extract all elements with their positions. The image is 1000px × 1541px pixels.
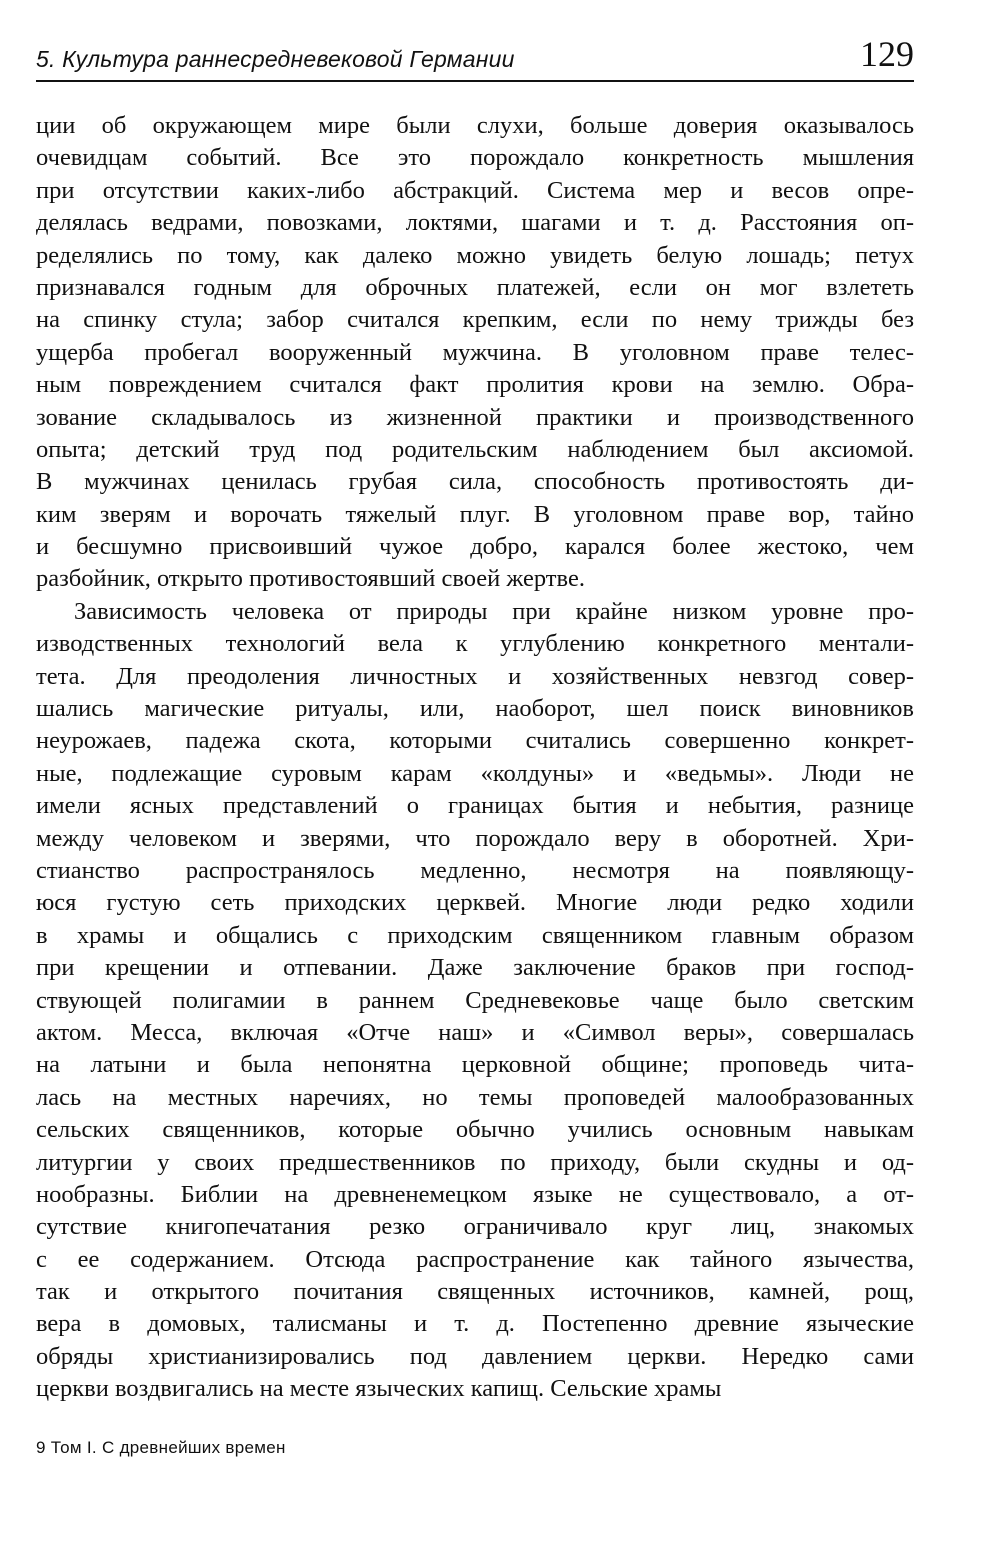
text-line: с ее содержанием. Отсюда распространение как тайного язычества,: [36, 1245, 914, 1273]
running-head: [36, 28, 914, 82]
text-line: между человеком и зверями, что порождало веру в оборотней. Хри-: [36, 824, 914, 852]
text-line: ким зверям и ворочать тяжелый плуг. В уголовном праве вор, тайно: [36, 500, 914, 528]
running-title: 5. Культура раннесредневековой Германии: [36, 46, 515, 72]
text-line: опыта; детский труд под родительским наблюдением был аксиомой.: [36, 435, 914, 463]
text-line: признавался годным для оброчных платежей, если он мог взлететь: [36, 273, 914, 301]
text-line: Зависимость человека от природы при крайне низком уровне про-: [74, 597, 914, 625]
footer-signature: 9 Том I. С древнейших времен: [36, 1438, 286, 1457]
text-line: в храмы и общались с приходским священником главным образом: [36, 921, 914, 949]
text-line: нообразны. Библии на древненемецком языке не существовало, а от-: [36, 1180, 914, 1208]
text-line: обряды христианизировались под давлением церкви. Нередко сами: [36, 1342, 914, 1370]
text-line: литургии у своих предшественников по приходу, были скудны и од-: [36, 1148, 914, 1176]
text-line: юся густую сеть приходских церквей. Многие люди редко ходили: [36, 889, 914, 917]
page-number: 129: [860, 34, 914, 74]
text-line: ствующей полигамии в раннем Средневековье чаще было светским: [36, 986, 914, 1014]
text-line: тета. Для преодоления личностных и хозяйственных невзгод совер-: [36, 662, 914, 690]
paragraph: [36, 596, 914, 1406]
text-line: так и открытого почитания священных источников, камней, рощ,: [36, 1278, 914, 1306]
text-line: имели ясных представлений о границах бытия и небытия, разнице: [36, 792, 914, 820]
text-line: сутствие книгопечатания резко ограничивало круг лиц, знакомых: [36, 1213, 914, 1241]
text-line: ции об окружающем мире были слухи, больше доверия оказывалось: [36, 112, 914, 139]
text-line: стианство распространялось медленно, несмотря на появляющу-: [36, 856, 914, 884]
text-line: очевидцам событий. Все это порождало конкретность мышления: [36, 144, 914, 172]
text-line: ущерба пробегал вооруженный мужчина. В уголовном праве телес-: [36, 338, 914, 366]
text-line: актом. Месса, включая «Отче наш» и «Символ веры», совершалась: [36, 1018, 914, 1046]
text-line: лась на местных наречиях, но темы проповедей малообразованных: [36, 1083, 914, 1111]
text-line: на латыни и была непонятна церковной общине; проповедь чита-: [36, 1051, 914, 1079]
text-line: В мужчинах ценилась грубая сила, способность противостоять ди-: [36, 468, 914, 496]
text-line: при крещении и отпевании. Даже заключение браков при господ-: [36, 954, 914, 982]
text-line: и бесшумно присвоивший чужое добро, карался более жестоко, чем: [36, 533, 914, 561]
body-text: [36, 110, 914, 1406]
text-line: вера в домовых, талисманы и т. д. Постепенно древние языческие: [36, 1310, 914, 1338]
text-line: зование складывалось из жизненной практики и производственного: [36, 403, 914, 431]
paragraph: [36, 110, 914, 596]
text-line: ределялись по тому, как далеко можно увидеть белую лошадь; петух: [36, 241, 914, 269]
text-line: неурожаев, падежа скота, которыми считались совершенно конкрет-: [36, 727, 914, 755]
text-line: изводственных технологий вела к углублению конкретного ментали-: [36, 630, 914, 658]
text-line: церкви воздвигались на месте языческих капищ. Сельские храмы: [36, 1375, 722, 1403]
text-line: ным повреждением считался факт пролития крови на землю. Обра-: [36, 371, 914, 399]
text-line: на спинку стула; забор считался крепким, если по нему трижды без: [36, 306, 914, 334]
text-line: ные, подлежащие суровым карам «колдуны» и «ведьмы». Люди не: [36, 759, 914, 787]
text-line: сельских священников, которые обычно учились основным навыкам: [36, 1116, 914, 1144]
paragraph-container: [36, 110, 914, 1406]
text-line: разбойник, открыто противостоявший своей жертве.: [36, 565, 585, 593]
text-line: делялась ведрами, повозками, локтями, шагами и т. д. Расстояния оп-: [36, 209, 914, 237]
text-line: шались магические ритуалы, или, наоборот, шел поиск виновников: [36, 695, 914, 723]
text-line: при отсутствии каких-либо абстракций. Система мер и весов опре-: [36, 176, 914, 204]
